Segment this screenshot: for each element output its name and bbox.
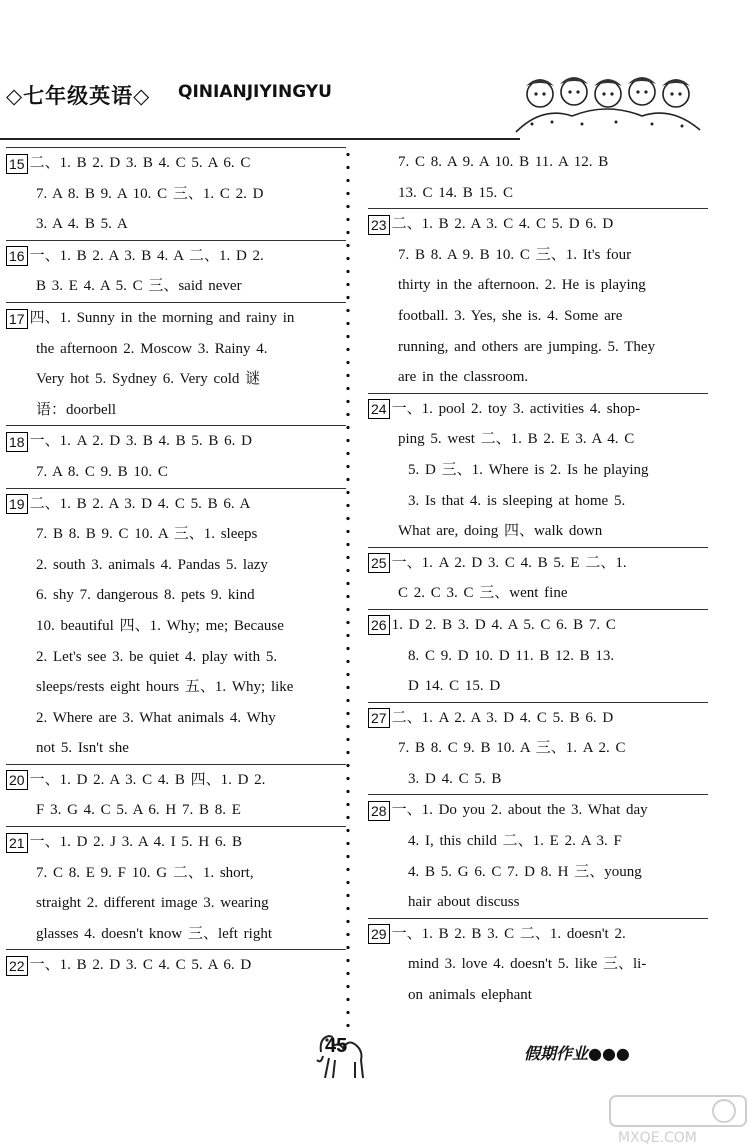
answer-block xyxy=(6,147,346,240)
answer-line: 7. A 8. C 9. B 10. C xyxy=(36,463,168,480)
answer-block xyxy=(368,393,708,547)
answer-block xyxy=(368,918,708,1011)
page-number: 45 xyxy=(325,1035,348,1057)
answer-block xyxy=(6,425,346,487)
answer-line: thirty in the afternoon. 2. He is playing xyxy=(398,277,646,294)
header-subtitle: QINIANJIYINGYU xyxy=(178,82,332,102)
question-number-box: 28 xyxy=(368,801,390,821)
answer-line: C 2. C 3. C 三、went fine xyxy=(398,585,568,602)
answer-column-left xyxy=(6,147,346,981)
answer-line: 语：doorbell xyxy=(36,401,116,418)
answer-line: 27 二、1. A 2. A 3. D 4. C 5. B 6. D xyxy=(368,702,708,734)
answer-line: D 14. C 15. D xyxy=(408,678,501,695)
answer-line: 18 一、1. A 2. D 3. B 4. B 5. B 6. D xyxy=(6,425,346,457)
answer-line: 3. A 4. B 5. A xyxy=(36,216,128,233)
answer-line: mind 3. love 4. doesn't 5. like 三、li- xyxy=(408,956,647,973)
answer-line: 7. A 8. B 9. A 10. C 三、1. C 2. D xyxy=(36,185,264,202)
answer-block xyxy=(6,240,346,302)
answer-line: 4. I, this child 二、1. E 2. A 3. F xyxy=(408,833,622,850)
answer-line: 15 二、1. B 2. D 3. B 4. C 5. A 6. C xyxy=(6,147,346,179)
answer-block xyxy=(6,949,346,981)
answer-line: 19 二、1. B 2. A 3. D 4. C 5. B 6. A xyxy=(6,488,346,520)
cartoon-children-illustration xyxy=(512,72,702,134)
answer-line: 3. D 4. C 5. B xyxy=(408,770,502,787)
question-number-box: 23 xyxy=(368,215,390,235)
answer-line: 20 一、1. D 2. A 3. C 4. B 四、1. D 2. xyxy=(6,764,346,796)
answer-line: running, and others are jumping. 5. They xyxy=(398,338,656,355)
answer-line: 7. C 8. E 9. F 10. G 二、1. short, xyxy=(36,864,254,881)
answer-block xyxy=(6,488,346,764)
header-rule xyxy=(0,138,520,140)
answer-line: 24 一、1. pool 2. toy 3. activities 4. shop- xyxy=(368,393,708,425)
answer-block xyxy=(6,826,346,949)
answer-line: 21 一、1. D 2. J 3. A 4. I 5. H 6. B xyxy=(6,826,346,858)
answer-line: 13. C 14. B 15. C xyxy=(398,184,514,201)
answer-line: straight 2. different image 3. wearing xyxy=(36,895,269,912)
answer-block xyxy=(368,609,708,702)
answer-line: 22 一、1. B 2. D 3. C 4. C 5. A 6. D xyxy=(6,949,346,981)
answer-line: 7. B 8. A 9. B 10. C 三、1. It's four xyxy=(398,246,632,263)
answer-line: 16 一、1. B 2. A 3. B 4. A 二、1. D 2. xyxy=(6,240,346,272)
question-number-box: 26 xyxy=(368,615,390,635)
answer-line: sleeps/rests eight hours 五、1. Why; like xyxy=(36,679,294,696)
watermark-logo xyxy=(608,1092,748,1148)
answer-line: 10. beautiful 四、1. Why; me; Because xyxy=(36,617,284,634)
column-divider-dots xyxy=(345,148,351,1028)
answer-column-right xyxy=(368,147,708,1011)
answer-line: glasses 4. doesn't know 三、left right xyxy=(36,925,273,942)
answer-line: What are, doing 四、walk down xyxy=(398,523,603,540)
answer-line: 7. B 8. B 9. C 10. A 三、1. sleeps xyxy=(36,526,258,543)
answer-line: not 5. Isn't she xyxy=(36,740,129,757)
answer-line: hair about discuss xyxy=(408,894,520,911)
question-number-box: 16 xyxy=(6,246,28,266)
answer-line: football. 3. Yes, she is. 4. Some are xyxy=(398,307,623,324)
answer-block xyxy=(368,547,708,609)
question-number-box: 21 xyxy=(6,833,28,853)
answer-line: 5. D 三、1. Where is 2. Is he playing xyxy=(408,461,649,478)
answer-line: 7. B 8. C 9. B 10. A 三、1. A 2. C xyxy=(398,740,626,757)
answer-block xyxy=(368,794,708,917)
question-number-box: 19 xyxy=(6,494,28,514)
question-number-box: 22 xyxy=(6,956,28,976)
answer-block xyxy=(368,147,708,208)
question-number-box: 25 xyxy=(368,553,390,573)
answer-line: 7. C 8. A 9. A 10. B 11. A 12. B xyxy=(398,154,609,170)
answer-line: ping 5. west 二、1. B 2. E 3. A 4. C xyxy=(398,431,635,448)
answer-line: 2. south 3. animals 4. Pandas 5. lazy xyxy=(36,556,268,573)
answer-block xyxy=(368,208,708,393)
answer-line: 2. Where are 3. What animals 4. Why xyxy=(36,709,276,726)
answer-line: 28 一、1. Do you 2. about the 3. What day xyxy=(368,794,708,826)
answer-line: are in the classroom. xyxy=(398,369,529,386)
watermark-text: MXQE.COM xyxy=(618,1130,697,1146)
question-number-box: 29 xyxy=(368,924,390,944)
answer-line: the afternoon 2. Moscow 3. Rainy 4. xyxy=(36,340,268,357)
question-number-box: 17 xyxy=(6,309,28,329)
answer-line: 29 一、1. B 2. B 3. C 二、1. doesn't 2. xyxy=(368,918,708,950)
answer-line: B 3. E 4. A 5. C 三、said never xyxy=(36,278,242,295)
question-number-box: 20 xyxy=(6,770,28,790)
header-title: ◇七年级英语◇ xyxy=(6,84,151,108)
answer-line: 17 四、1. Sunny in the morning and rainy in xyxy=(6,302,346,334)
answer-line: 6. shy 7. dangerous 8. pets 9. kind xyxy=(36,587,255,604)
answer-line: Very hot 5. Sydney 6. Very cold 谜 xyxy=(36,371,261,388)
answer-line: F 3. G 4. C 5. A 6. H 7. B 8. E xyxy=(36,802,241,819)
answer-block xyxy=(368,702,708,795)
answer-line: 26 1. D 2. B 3. D 4. A 5. C 6. B 7. C xyxy=(368,609,708,641)
question-number-box: 18 xyxy=(6,432,28,452)
page-header xyxy=(0,72,750,142)
answer-block xyxy=(6,764,346,826)
answer-block xyxy=(6,302,346,425)
answer-line: 8. C 9. D 10. D 11. B 12. B 13. xyxy=(408,647,615,664)
answer-line: 25 一、1. A 2. D 3. C 4. B 5. E 二、1. xyxy=(368,547,708,579)
answer-line: 2. Let's see 3. be quiet 4. play with 5. xyxy=(36,648,278,665)
question-number-box: 27 xyxy=(368,708,390,728)
question-number-box: 15 xyxy=(6,154,28,174)
answer-line: on animals elephant xyxy=(408,987,532,1004)
answer-line: 23 二、1. B 2. A 3. C 4. C 5. D 6. D xyxy=(368,208,708,240)
answer-line: 3. Is that 4. is sleeping at home 5. xyxy=(408,492,626,509)
answer-line: 4. B 5. G 6. C 7. D 8. H 三、young xyxy=(408,863,642,880)
question-number-box: 24 xyxy=(368,399,390,419)
footer-label: 假期作业●●● xyxy=(524,1044,630,1063)
